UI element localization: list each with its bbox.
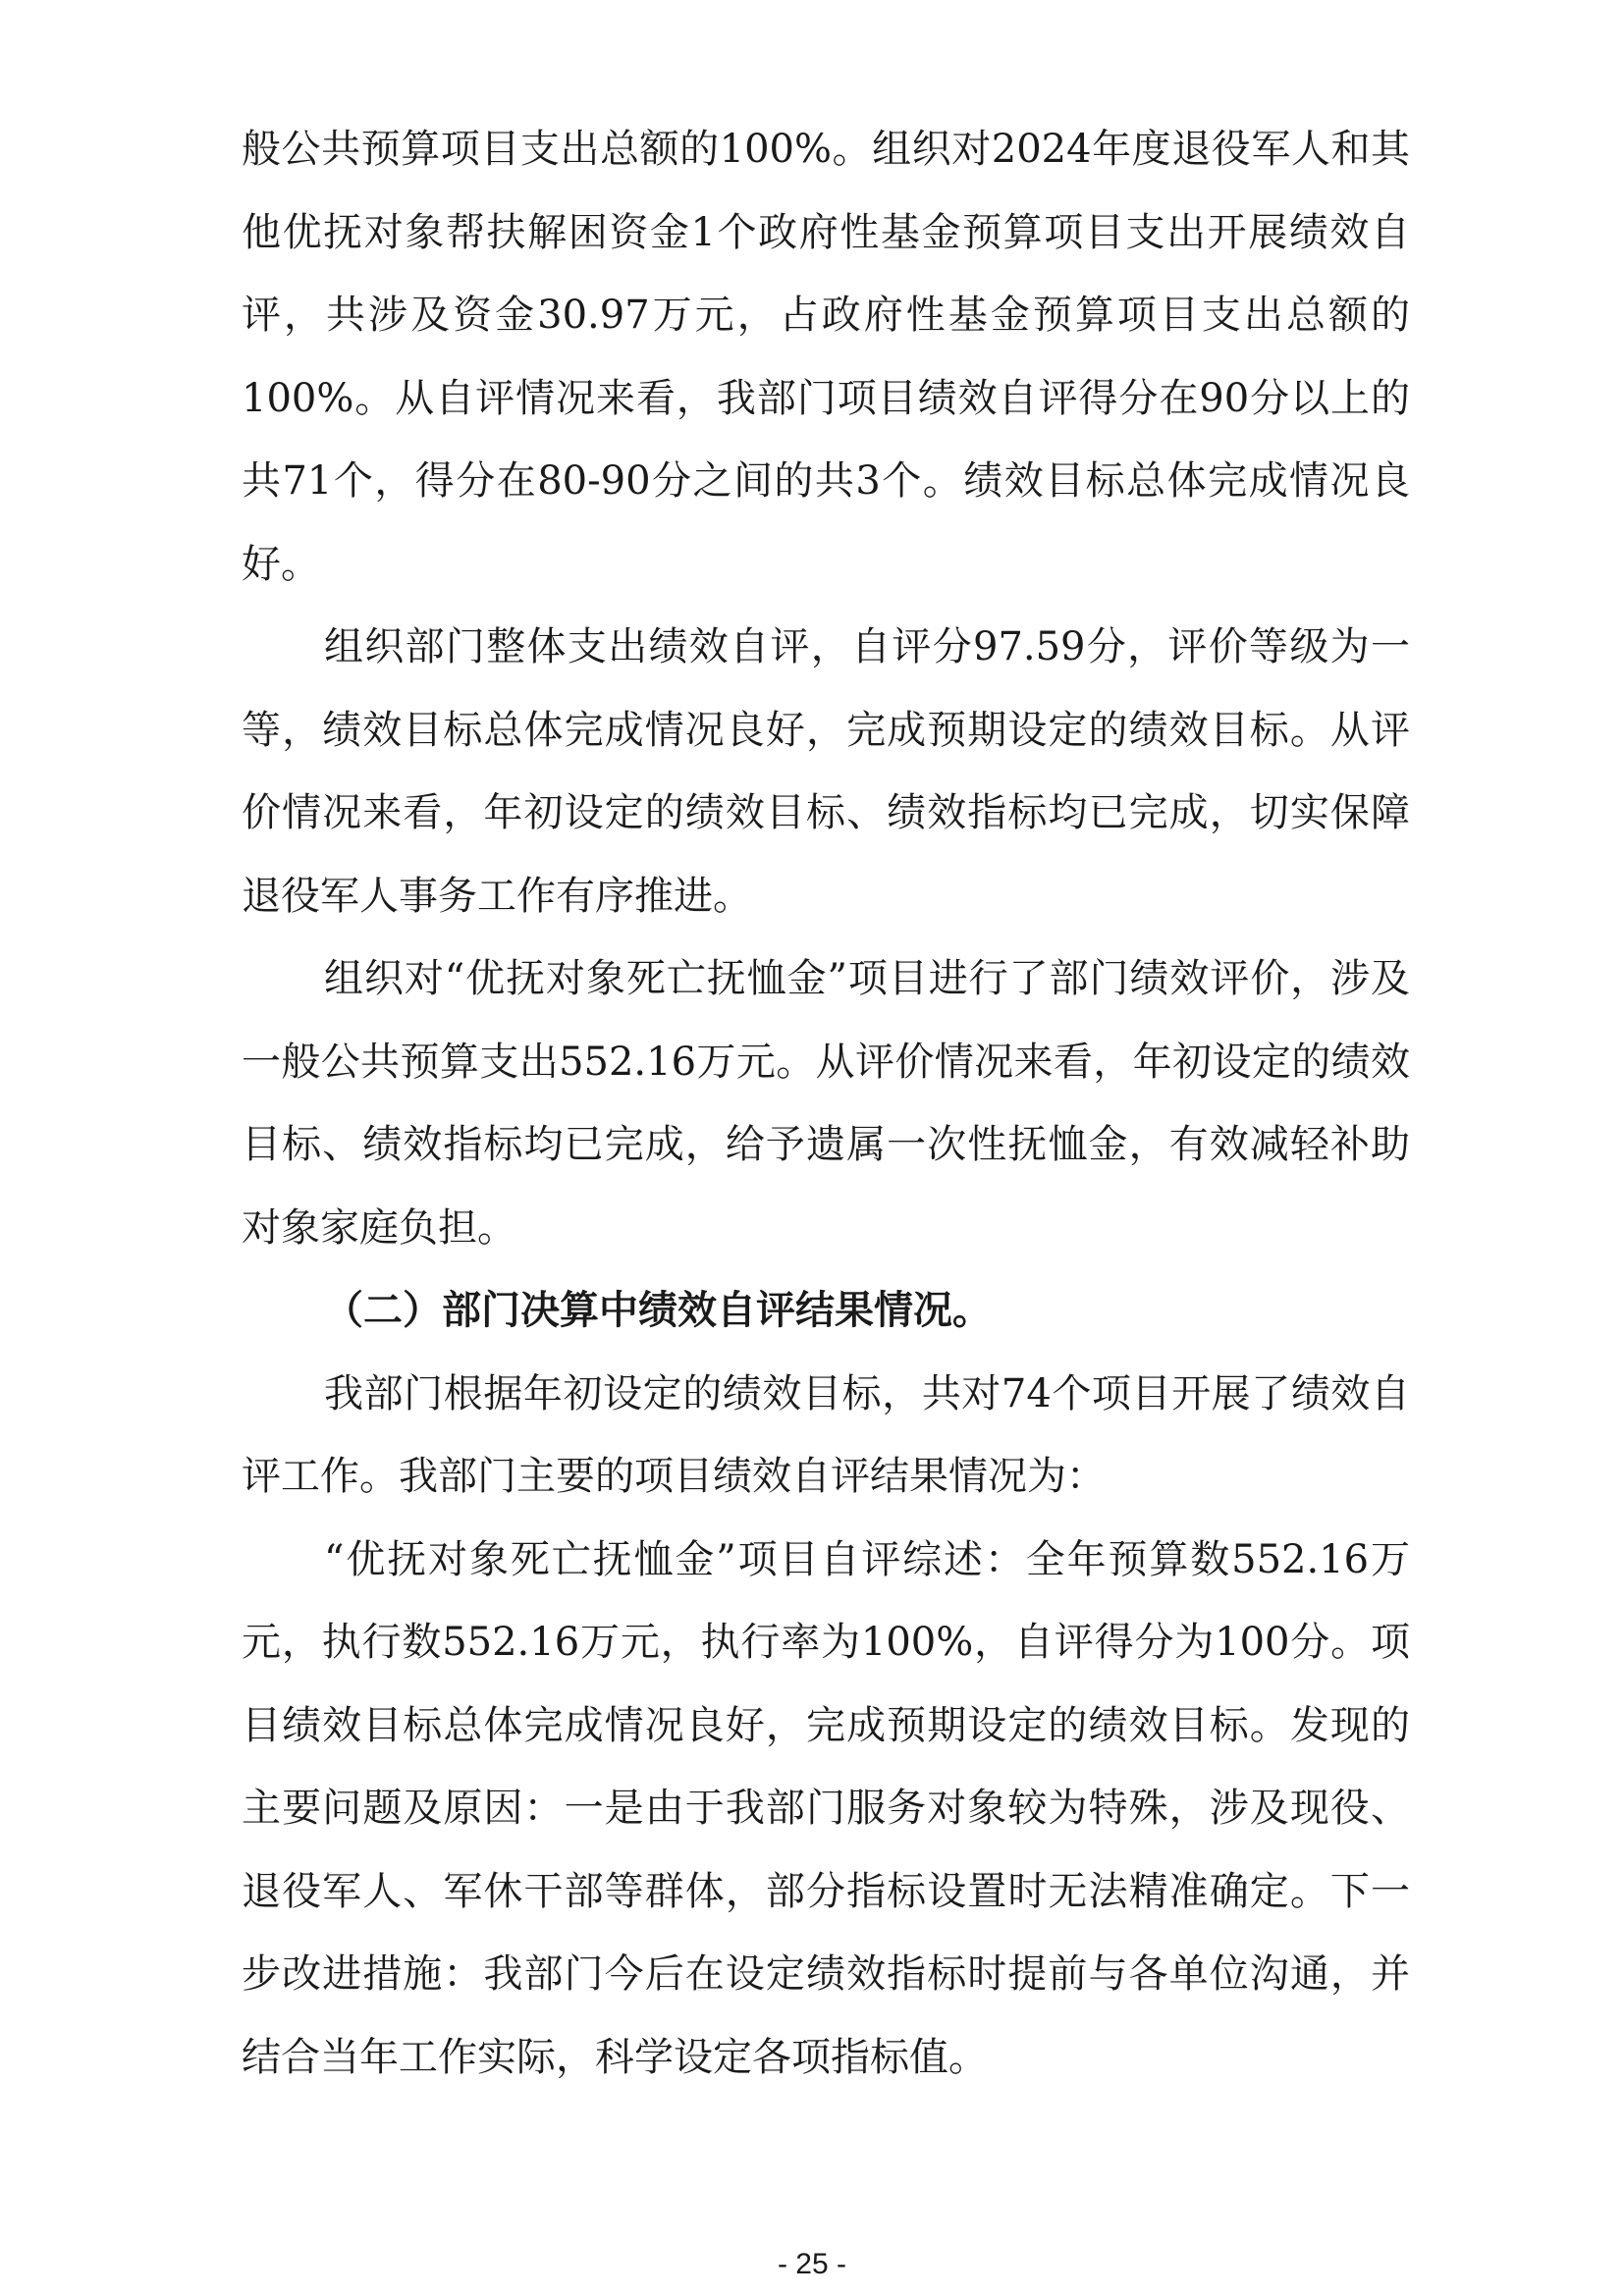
paragraph-project-evaluation: 组织对“优抚对象死亡抚恤金”项目进行了部门绩效评价，涉及一般公共预算支出552.16万元。从评价情况来看，年初设定的绩效目标、绩效指标均已完成，给予遗属一次性抚恤金，有效减轻补助对象家庭负担。 bbox=[242, 956, 1410, 1251]
page-number: - 25 - bbox=[777, 2248, 847, 2280]
paragraph-project-summary: “优抚对象死亡抚恤金”项目自评综述：全年预算数552.16万元，执行数552.16万元，执行率为100%，自评得分为100分。项目绩效目标总体完成情况良好，完成预期设定的绩效目标。发现的主要问题及原因：一是由于我部门服务对象较为特殊，涉及现役、退役军人、军休干部等群体，部分指标设置时无法精准确定。下一步改进措施：我部门今后在设定绩效指标时提前与各单位沟通，并结合当年工作实际，科学设定各项指标值。 bbox=[242, 1536, 1410, 2080]
paragraph-self-evaluation-intro: 我部门根据年初设定的绩效目标，共对74个项目开展了绩效自评工作。我部门主要的项目绩效自评结果情况为： bbox=[242, 1370, 1410, 1499]
document-body bbox=[242, 108, 1410, 2099]
paragraph-overall-self-evaluation: 组织部门整体支出绩效自评，自评分97.59分，评价等级为一等，绩效目标总体完成情况良好，完成预期设定的绩效目标。从评价情况来看，年初设定的绩效目标、绩效指标均已完成，切实保障退役军人事务工作有序推进。 bbox=[242, 624, 1410, 919]
section-heading: （二）部门决算中绩效自评结果情况。 bbox=[324, 1288, 992, 1333]
paragraph-continuation: 般公共预算项目支出总额的100%。组织对2024年度退役军人和其他优抚对象帮扶解困资金1个政府性基金预算项目支出开展绩效自评，共涉及资金30.97万元，占政府性基金预算项目支出总额的100%。从自评情况来看，我部门项目绩效自评得分在90分以上的共71个，得分在80-90分之间的共3个。绩效目标总体完成情况良好。 bbox=[242, 127, 1410, 587]
